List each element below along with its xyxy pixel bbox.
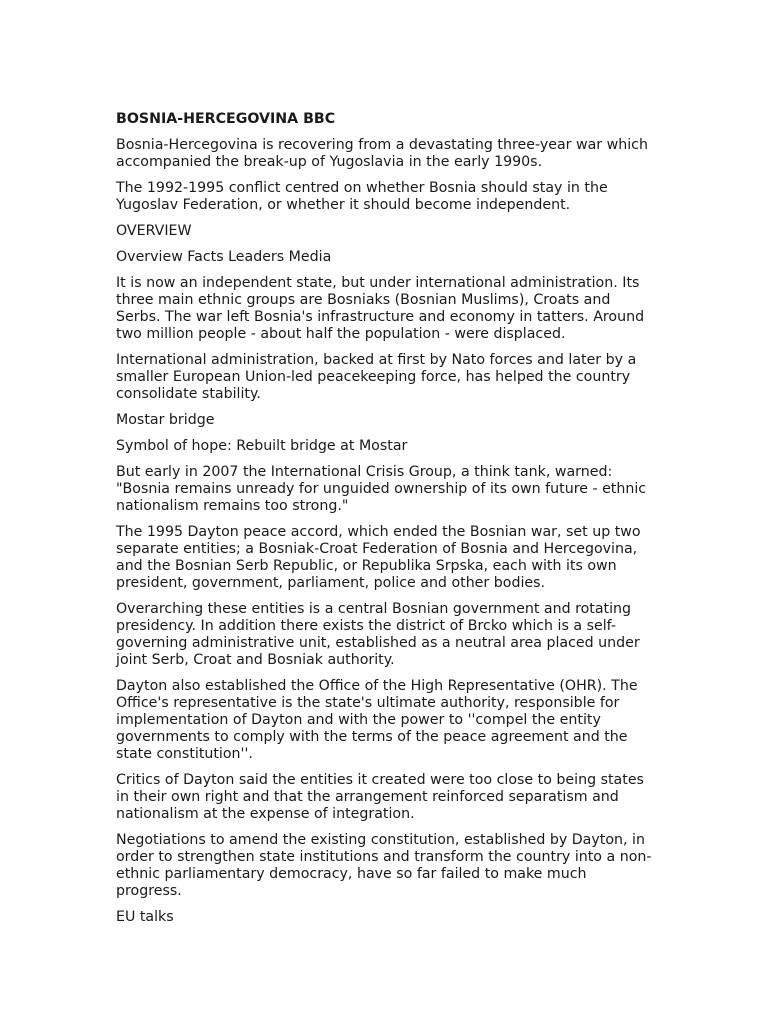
paragraph-critics: Critics of Dayton said the entities it created were too close to being states in their own right and that the arrangement reinforced separatism and nationalism at the expense of integration. [116,772,644,822]
document-title: BOSNIA-HERCEGOVINA BBC [116,111,336,127]
image-caption: Symbol of hope: Rebuilt bridge at Mostar [116,438,408,454]
image-caption-title: Mostar bridge [116,412,215,428]
paragraph-central-government: Overarching these entities is a central Bosnian government and rotating presidency. In addition there exists the district of Brcko which is a self-governing administrative unit, established as a neutral area placed under joint Serb, Croat and Bosniak authority. [116,601,640,668]
paragraph-ohr: Dayton also established the Office of the High Representative (OHR). The Office's representative is the state's ultimate authority, responsible for implementation of Dayton and with the power to ''compel the entity governments to comply with the terms of the peace agreement and the state constitution''. [116,678,638,762]
paragraph-international-administration: International administration, backed at first by Nato forces and later by a smaller European Union-led peacekeeping force, has helped the country consolidate stability. [116,352,637,402]
paragraph-independent-state: It is now an independent state, but under international administration. Its three main ethnic groups are Bosniaks (Bosnian Muslims), Croats and Serbs. The war left Bosnia's infrastructure and economy in tatters. Around two million people - about half the population - were displaced. [116,275,645,342]
paragraph-crisis-group: But early in 2007 the International Crisis Group, a think tank, warned: "Bosnia remains unready for unguided ownership of its own future - ethnic nationalism remains too strong." [116,464,647,514]
section-nav-text: Overview Facts Leaders Media [116,249,332,265]
paragraph-negotiations: Negotiations to amend the existing constitution, established by Dayton, in order to strengthen state institutions and transform the country into a non-ethnic parliamentary democracy, have so far failed to make much progress. [116,832,652,899]
paragraph-intro: Bosnia-Hercegovina is recovering from a devastating three-year war which accompanied the break-up of Yugoslavia in the early 1990s. [116,137,648,170]
section-heading-eu-talks: EU talks [116,909,174,925]
section-heading-overview: OVERVIEW [116,223,192,239]
paragraph-dayton-accord: The 1995 Dayton peace accord, which ended the Bosnian war, set up two separate entities; a Bosniak-Croat Federation of Bosnia and Hercegovina, and the Bosnian Serb Republic, or Republika Srpska, each with its own president, government, parliament, police and other bodies. [116,524,641,591]
paragraph-conflict: The 1992-1995 conflict centred on whether Bosnia should stay in the Yugoslav Federation, or whether it should become independent. [116,180,608,213]
document-page [116,111,656,935]
